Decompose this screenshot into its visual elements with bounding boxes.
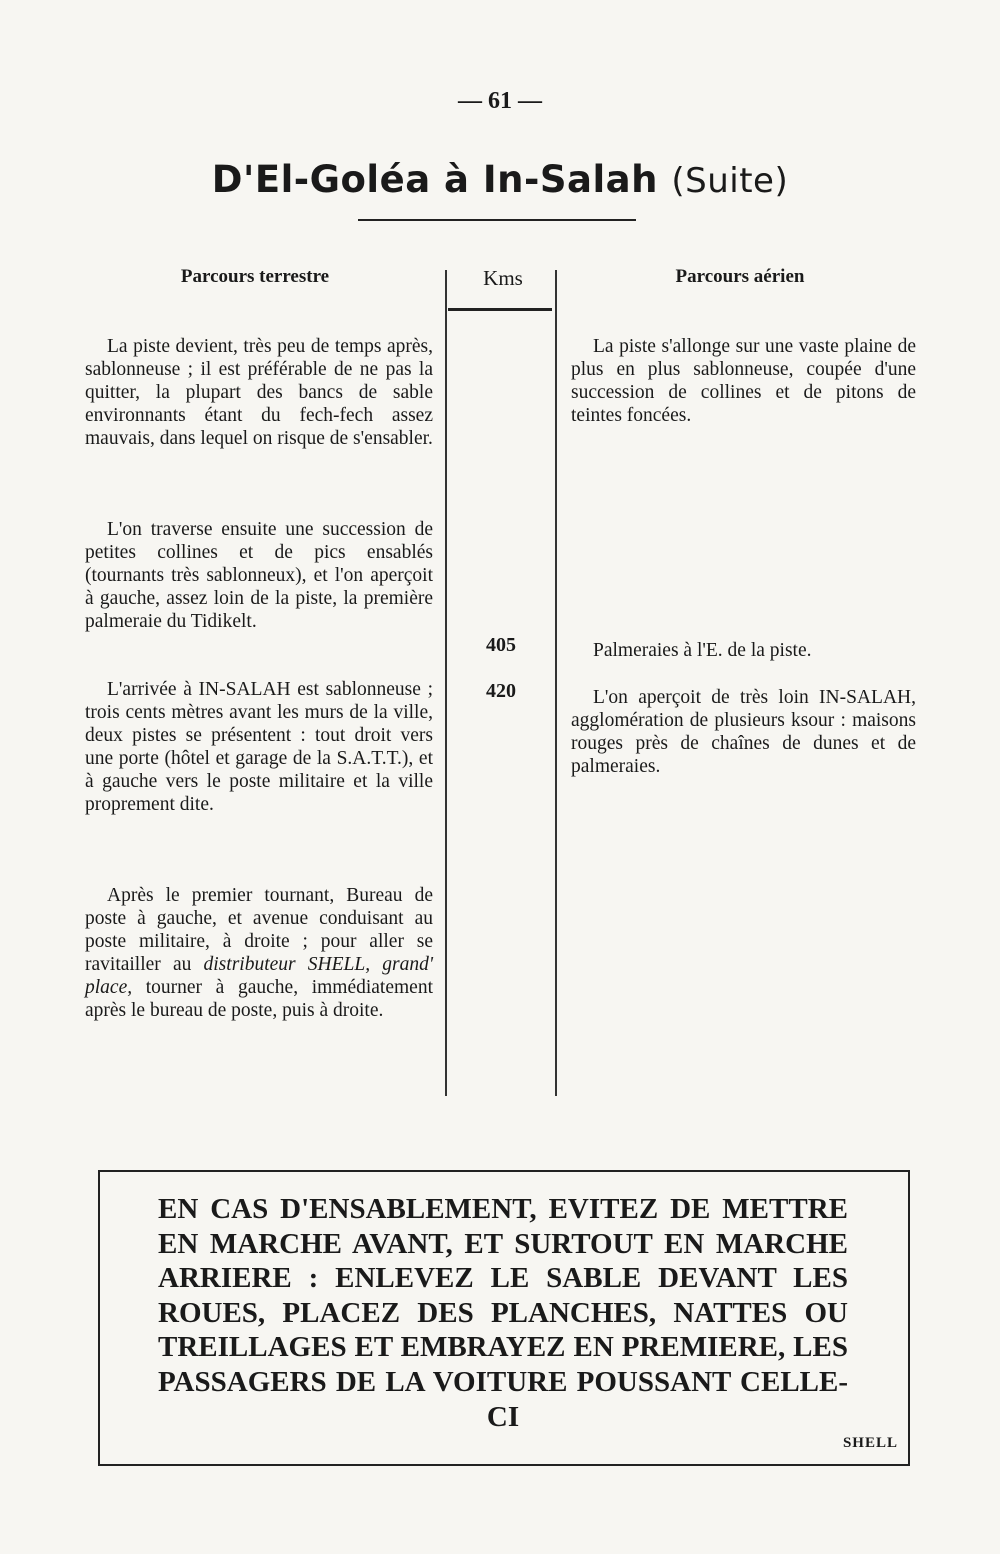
left-paragraph-1: La piste devient, très peu de temps après, sablonneuse ; il est préférable de ne pas la quitter, la plupart des bancs de sable environnants étant du fech-fech assez mauvais, dans lequel on risque de s'ensabler. <box>85 336 433 449</box>
km-405: 405 <box>486 634 516 656</box>
header-kms: Kms <box>483 266 523 290</box>
notice-signature: SHELL <box>842 1435 898 1451</box>
right-paragraph-2: Palmeraies à l'E. de la piste. <box>593 640 812 661</box>
left-paragraph-4-italic: distributeur SHELL, grand' place, <box>85 954 433 998</box>
column-divider-right <box>555 270 557 1096</box>
kms-header-rule <box>448 308 552 311</box>
left-paragraph-4-text-a: Après le premier tournant, Bureau de poste à gauche, et avenue conduisant au poste militaire, à droite ; pour aller se ravitailler au <box>85 885 433 975</box>
title-underline <box>358 219 636 221</box>
left-paragraph-4 <box>85 884 433 1022</box>
notice-box <box>98 1170 910 1466</box>
title-main: D'El-Goléa à In-Salah <box>211 158 672 201</box>
km-420: 420 <box>486 680 516 702</box>
notice-text: EN CAS D'ENSABLEMENT, EVITEZ DE METTRE EN MARCHE AVANT, ET SURTOUT EN MARCHE ARRIERE : ENLEVEZ LE SABLE DEVANT LES ROUES, PLACEZ DES PLANCHES, NATTES OU TREILLAGES ET EMBRAYEZ EN PREMIERE, LES PASSAGERS DE LA VOITURE POUSSANT CELLE-CI <box>158 1193 848 1433</box>
left-paragraph-4-text-b: tourner à gauche, immédiatement après le bureau de poste, puis à droite. <box>85 977 433 1021</box>
right-paragraph-1: La piste s'allonge sur une vaste plaine de plus en plus sablonneuse, coupée d'une succession de collines et de pitons de teintes foncées. <box>571 336 916 426</box>
header-parcours-aerien: Parcours aérien <box>675 266 805 287</box>
page-number: — 61 — <box>458 88 542 114</box>
left-paragraph-2: L'on traverse ensuite une succession de petites collines et de pics ensablés (tournants très sablonneux), et l'on aperçoit à gauche, assez loin de la piste, la première palmeraie du Tidikelt. <box>85 519 433 632</box>
column-divider-left <box>445 270 447 1096</box>
page-title <box>0 158 1000 201</box>
header-parcours-terrestre: Parcours terrestre <box>180 266 330 287</box>
right-paragraph-3: L'on aperçoit de très loin IN-SALAH, agglomération de plusieurs ksour : maisons rouges près de chaînes de dunes et de palmeraies. <box>571 687 916 777</box>
title-suite: (Suite) <box>671 161 789 201</box>
left-paragraph-3: L'arrivée à IN-SALAH est sablonneuse ; trois cents mètres avant les murs de la ville, deux pistes se présentent : tout droit vers une porte (hôtel et garage de la S.A.T.T.), et à gauche vers le poste militaire et la ville proprement dite. <box>85 679 433 815</box>
